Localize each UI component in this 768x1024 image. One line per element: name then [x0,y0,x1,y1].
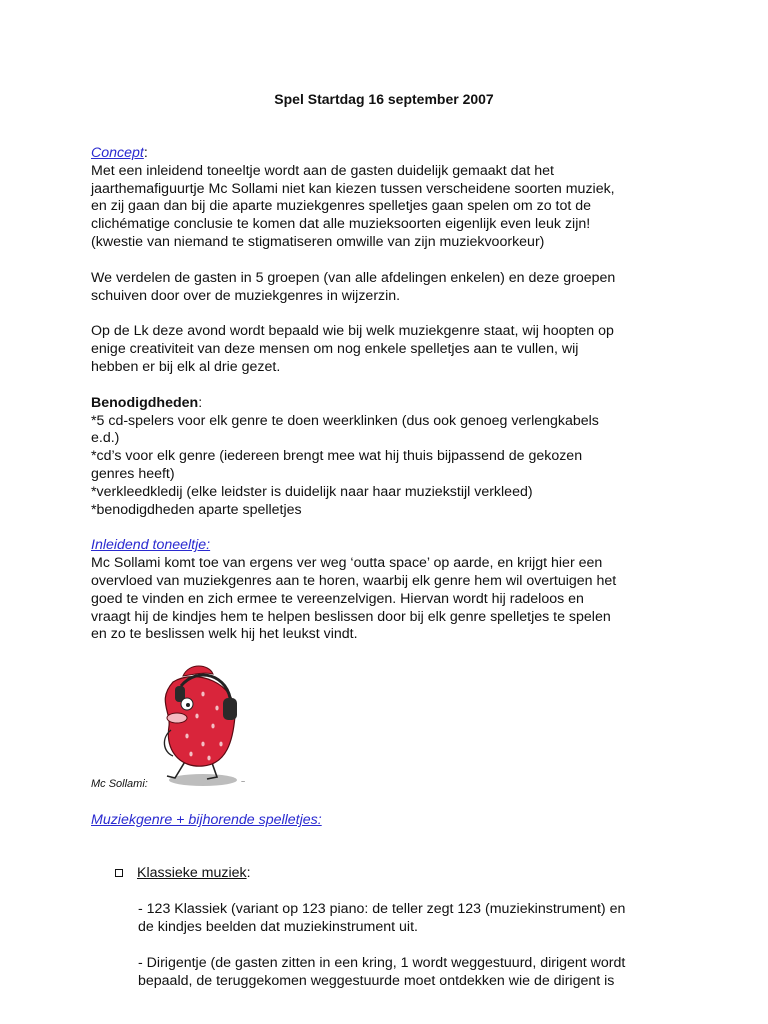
lk-paragraph-line: Op de Lk deze avond wordt bepaald wie bij welk muziekgenre staat, wij hoopten op [91,323,614,340]
concept-line: jaarthemafiguurtje Mc Sollami niet kan kiezen tussen verscheidene soorten muziek, [91,180,615,197]
inleidend-label: Inleidend toneeltje: [91,537,211,554]
game-line: bepaald, de teruggekomen weggestuurde moet ontdekken wie de dirigent is [138,972,615,989]
document-body [91,145,691,644]
game-line: - Dirigentje (de gasten zitten in een kring, 1 wordt weggestuurd, dirigent wordt [138,955,626,971]
lk-paragraph-line: hebben er bij elk al drie gezet. [91,358,281,375]
benodigdheden-label: Benodigdheden [91,394,199,411]
groups-paragraph-line: schuiven door over de muziekgenres in wijzerzin. [91,287,401,304]
inleidend-line: overvloed van muziekgenres aan te horen, waarbij elk genre hem wil overtuigen het [91,572,617,589]
benodigdheden-line: *verkleedkledij (elke leidster is duidelijk naar haar muziekstijl verkleed) [91,483,533,500]
benodigdheden-heading: Benodigdheden: [91,394,203,411]
game-item-123-klassiek [138,901,678,937]
inleidend-line: Mc Sollami komt toe van ergens ver weg ‘outta space’ op aarde, en krijgt hier een [91,555,603,572]
inleidend-line: vraagt hij de kindjes hem te helpen beslissen door bij elk genre spelletjes te spelen [91,608,611,625]
genre-section-heading: Muziekgenre + bijhorende spelletjes: [91,812,322,828]
inleidend-line: goed te vinden en zich ermee te vereenzelvigen. Hiervan wordt hij radeloos en [91,590,584,607]
figure-caption: Mc Sollami: [91,778,148,790]
inleidend-line: en zo te beslissen welk hij het leukst vindt. [91,626,358,643]
svg-text:~: ~ [241,779,246,786]
concept-line: en zij gaan dan bij die aparte muziekgenres spelletjes gaan spelen om zo tot de [91,198,592,215]
game-item-dirigentje [138,955,678,991]
inleidend-heading [91,537,691,555]
lk-paragraph-line: enige creativiteit van deze mensen om nog enkele spelletjes aan te vullen, wij [91,341,579,358]
game-line: de kindjes beelden dat muziekinstrument uit. [138,918,418,935]
groups-paragraph-line: We verdelen de gasten in 5 groepen (van alle afdelingen enkelen) en deze groepen [91,269,616,286]
benodigdheden-line: *benodigdheden aparte spelletjes [91,501,302,518]
benodigdheden-line: *5 cd-spelers voor elk genre te doen weerklinken (dus ook genoeg verlengkabels [91,412,599,429]
genre-bullet-klassiek [115,865,251,881]
game-line: - 123 Klassiek (variant op 123 piano: de teller zegt 123 (muziekinstrument) en [138,901,626,917]
mc-sollami-figure [91,660,261,795]
concept-label: Concept [91,145,144,161]
square-bullet-icon [115,869,123,877]
mc-sollami-illustration [91,660,261,795]
concept-line: Met een inleidend toneeltje wordt aan de gasten duidelijk gemaakt dat het [91,162,554,179]
concept-line: clichématige conclusie te komen dat alle muzieksoorten eigenlijk even leuk zijn! [91,216,591,233]
benodigdheden-line: *cd’s voor elk genre (iedereen brengt mee wat hij thuis bijpassend de gekozen [91,448,583,465]
concept-heading: Concept: [91,145,148,161]
concept-line: (kwestie van niemand te stigmatiseren omwille van zijn muziekvoorkeur) [91,233,545,250]
benodigdheden-line: genres heeft) [91,465,175,482]
genre-label: Klassieke muziek: [137,865,251,881]
benodigdheden-line: e.d.) [91,430,120,447]
document-title: Spel Startdag 16 september 2007 [274,91,494,107]
